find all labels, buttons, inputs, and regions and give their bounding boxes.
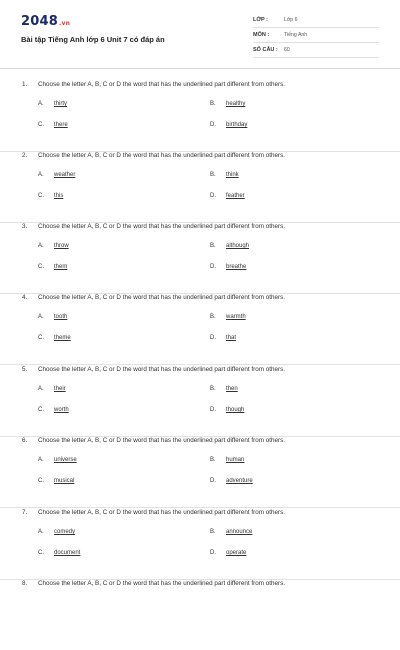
question-8 <box>0 580 400 650</box>
answer-option[interactable] <box>210 243 249 249</box>
option-letter: B. <box>210 172 216 178</box>
option-word: their <box>54 386 66 392</box>
question-number: 5. <box>22 366 28 373</box>
meta-subject-value: Tiếng Anh <box>284 32 308 38</box>
question-4 <box>0 294 400 365</box>
option-letter: B. <box>210 529 216 535</box>
question-7 <box>0 509 400 580</box>
option-letter: C. <box>38 335 44 341</box>
option-word: theme <box>54 335 71 341</box>
answer-option[interactable] <box>210 314 246 320</box>
option-letter: D. <box>210 478 216 484</box>
document-title: Bài tập Tiếng Anh lớp 6 Unit 7 có đáp án <box>21 35 165 44</box>
option-letter: B. <box>210 314 216 320</box>
answer-option[interactable] <box>38 264 67 270</box>
question-prompt: Choose the letter A, B, C or D the word that has the underlined part different from others. <box>38 294 285 301</box>
meta-grade-label: LỚP : <box>253 17 268 23</box>
question-3 <box>0 223 400 294</box>
question-prompt: Choose the letter A, B, C or D the word that has the underlined part different from others. <box>38 152 285 159</box>
answer-option[interactable] <box>38 172 75 178</box>
question-2 <box>0 152 400 223</box>
option-letter: C. <box>38 264 44 270</box>
question-prompt: Choose the letter A, B, C or D the word that has the underlined part different from others. <box>38 223 285 230</box>
question-number: 2. <box>22 152 28 159</box>
option-word: announce <box>226 529 253 535</box>
answer-option[interactable] <box>210 478 253 484</box>
option-letter: B. <box>210 243 216 249</box>
answer-option[interactable] <box>210 264 246 270</box>
meta-subject-label: MÔN : <box>253 32 270 38</box>
option-letter: B. <box>210 386 216 392</box>
answer-option[interactable] <box>210 172 239 178</box>
answer-option[interactable] <box>210 407 244 413</box>
option-letter: A. <box>38 243 44 249</box>
answer-option[interactable] <box>38 529 75 535</box>
option-letter: C. <box>38 407 44 413</box>
option-letter: A. <box>38 457 44 463</box>
answer-option[interactable] <box>38 335 71 341</box>
option-word: then <box>226 386 238 392</box>
question-prompt: Choose the letter A, B, C or D the word that has the underlined part different from others. <box>38 509 285 516</box>
option-letter: C. <box>38 122 44 128</box>
option-letter: D. <box>210 335 216 341</box>
answer-option[interactable] <box>38 122 68 128</box>
option-word: that <box>226 335 237 341</box>
meta-subject <box>253 30 379 43</box>
option-letter: A. <box>38 529 44 535</box>
option-word: document <box>54 550 81 556</box>
option-letter: D. <box>210 264 216 270</box>
option-word: worth <box>54 407 69 413</box>
meta-count-label: SỐ CÂU : <box>253 47 278 53</box>
option-word: healthy <box>226 101 246 107</box>
answer-option[interactable] <box>210 335 236 341</box>
question-prompt: Choose the letter A, B, C or D the word that has the underlined part different from others. <box>38 437 285 444</box>
meta-grade <box>253 15 379 28</box>
answer-option[interactable] <box>210 457 244 463</box>
answer-option[interactable] <box>38 386 66 392</box>
meta-grade-value: Lớp 6 <box>284 17 298 23</box>
option-letter: C. <box>38 550 44 556</box>
answer-option[interactable] <box>38 314 67 320</box>
option-word: think <box>226 172 239 178</box>
option-word: throw <box>54 243 69 249</box>
question-prompt: Choose the letter A, B, C or D the word that has the underlined part different from others. <box>38 366 285 373</box>
worksheet-header <box>0 0 400 69</box>
option-word: although <box>226 243 250 249</box>
option-word: tooth <box>54 314 68 320</box>
answer-option[interactable] <box>210 193 245 199</box>
answer-option[interactable] <box>38 550 80 556</box>
meta-count <box>253 45 379 58</box>
option-word: feather <box>226 193 245 199</box>
option-letter: D. <box>210 550 216 556</box>
answer-option[interactable] <box>210 122 247 128</box>
site-logo[interactable] <box>21 14 70 29</box>
option-letter: A. <box>38 386 44 392</box>
logo-suffix: .vn <box>58 20 71 27</box>
option-word: birthday <box>226 122 248 128</box>
option-word: musical <box>54 478 75 484</box>
question-number: 3. <box>22 223 28 230</box>
option-letter: A. <box>38 172 44 178</box>
meta-count-value: 60 <box>284 47 290 53</box>
answer-option[interactable] <box>38 101 67 107</box>
question-1 <box>0 81 400 152</box>
question-5 <box>0 366 400 437</box>
answer-option[interactable] <box>38 193 63 199</box>
option-word: comedy <box>54 529 76 535</box>
question-6 <box>0 437 400 508</box>
question-number: 1. <box>22 81 28 88</box>
option-letter: C. <box>38 193 44 199</box>
option-word: there <box>54 122 68 128</box>
option-word: thirty <box>54 101 68 107</box>
option-letter: D. <box>210 407 216 413</box>
option-letter: B. <box>210 457 216 463</box>
question-prompt: Choose the letter A, B, C or D the word that has the underlined part different from others. <box>38 81 285 88</box>
question-prompt: Choose the letter A, B, C or D the word that has the underlined part different from others. <box>38 580 285 587</box>
option-word: weather <box>54 172 76 178</box>
logo-text: 2048 <box>21 14 58 29</box>
answer-option[interactable] <box>38 457 77 463</box>
option-word: this <box>54 193 64 199</box>
option-letter: C. <box>38 478 44 484</box>
answer-option[interactable] <box>210 529 252 535</box>
option-word: adventure <box>226 478 253 484</box>
option-letter: A. <box>38 101 44 107</box>
answer-option[interactable] <box>210 101 245 107</box>
option-word: warmth <box>226 314 246 320</box>
option-word: them <box>54 264 68 270</box>
option-word: operate <box>226 550 247 556</box>
question-number: 6. <box>22 437 28 444</box>
question-number: 4. <box>22 294 28 301</box>
question-number: 7. <box>22 509 28 516</box>
option-letter: D. <box>210 193 216 199</box>
option-word: human <box>226 457 245 463</box>
option-letter: A. <box>38 314 44 320</box>
option-word: universe <box>54 457 77 463</box>
option-letter: B. <box>210 101 216 107</box>
option-word: breathe <box>226 264 247 270</box>
answer-option[interactable] <box>210 386 238 392</box>
answer-option[interactable] <box>38 407 69 413</box>
answer-option[interactable] <box>38 243 69 249</box>
question-number: 8. <box>22 580 28 587</box>
answer-option[interactable] <box>210 550 246 556</box>
option-word: though <box>226 407 245 413</box>
option-letter: D. <box>210 122 216 128</box>
answer-option[interactable] <box>38 478 74 484</box>
